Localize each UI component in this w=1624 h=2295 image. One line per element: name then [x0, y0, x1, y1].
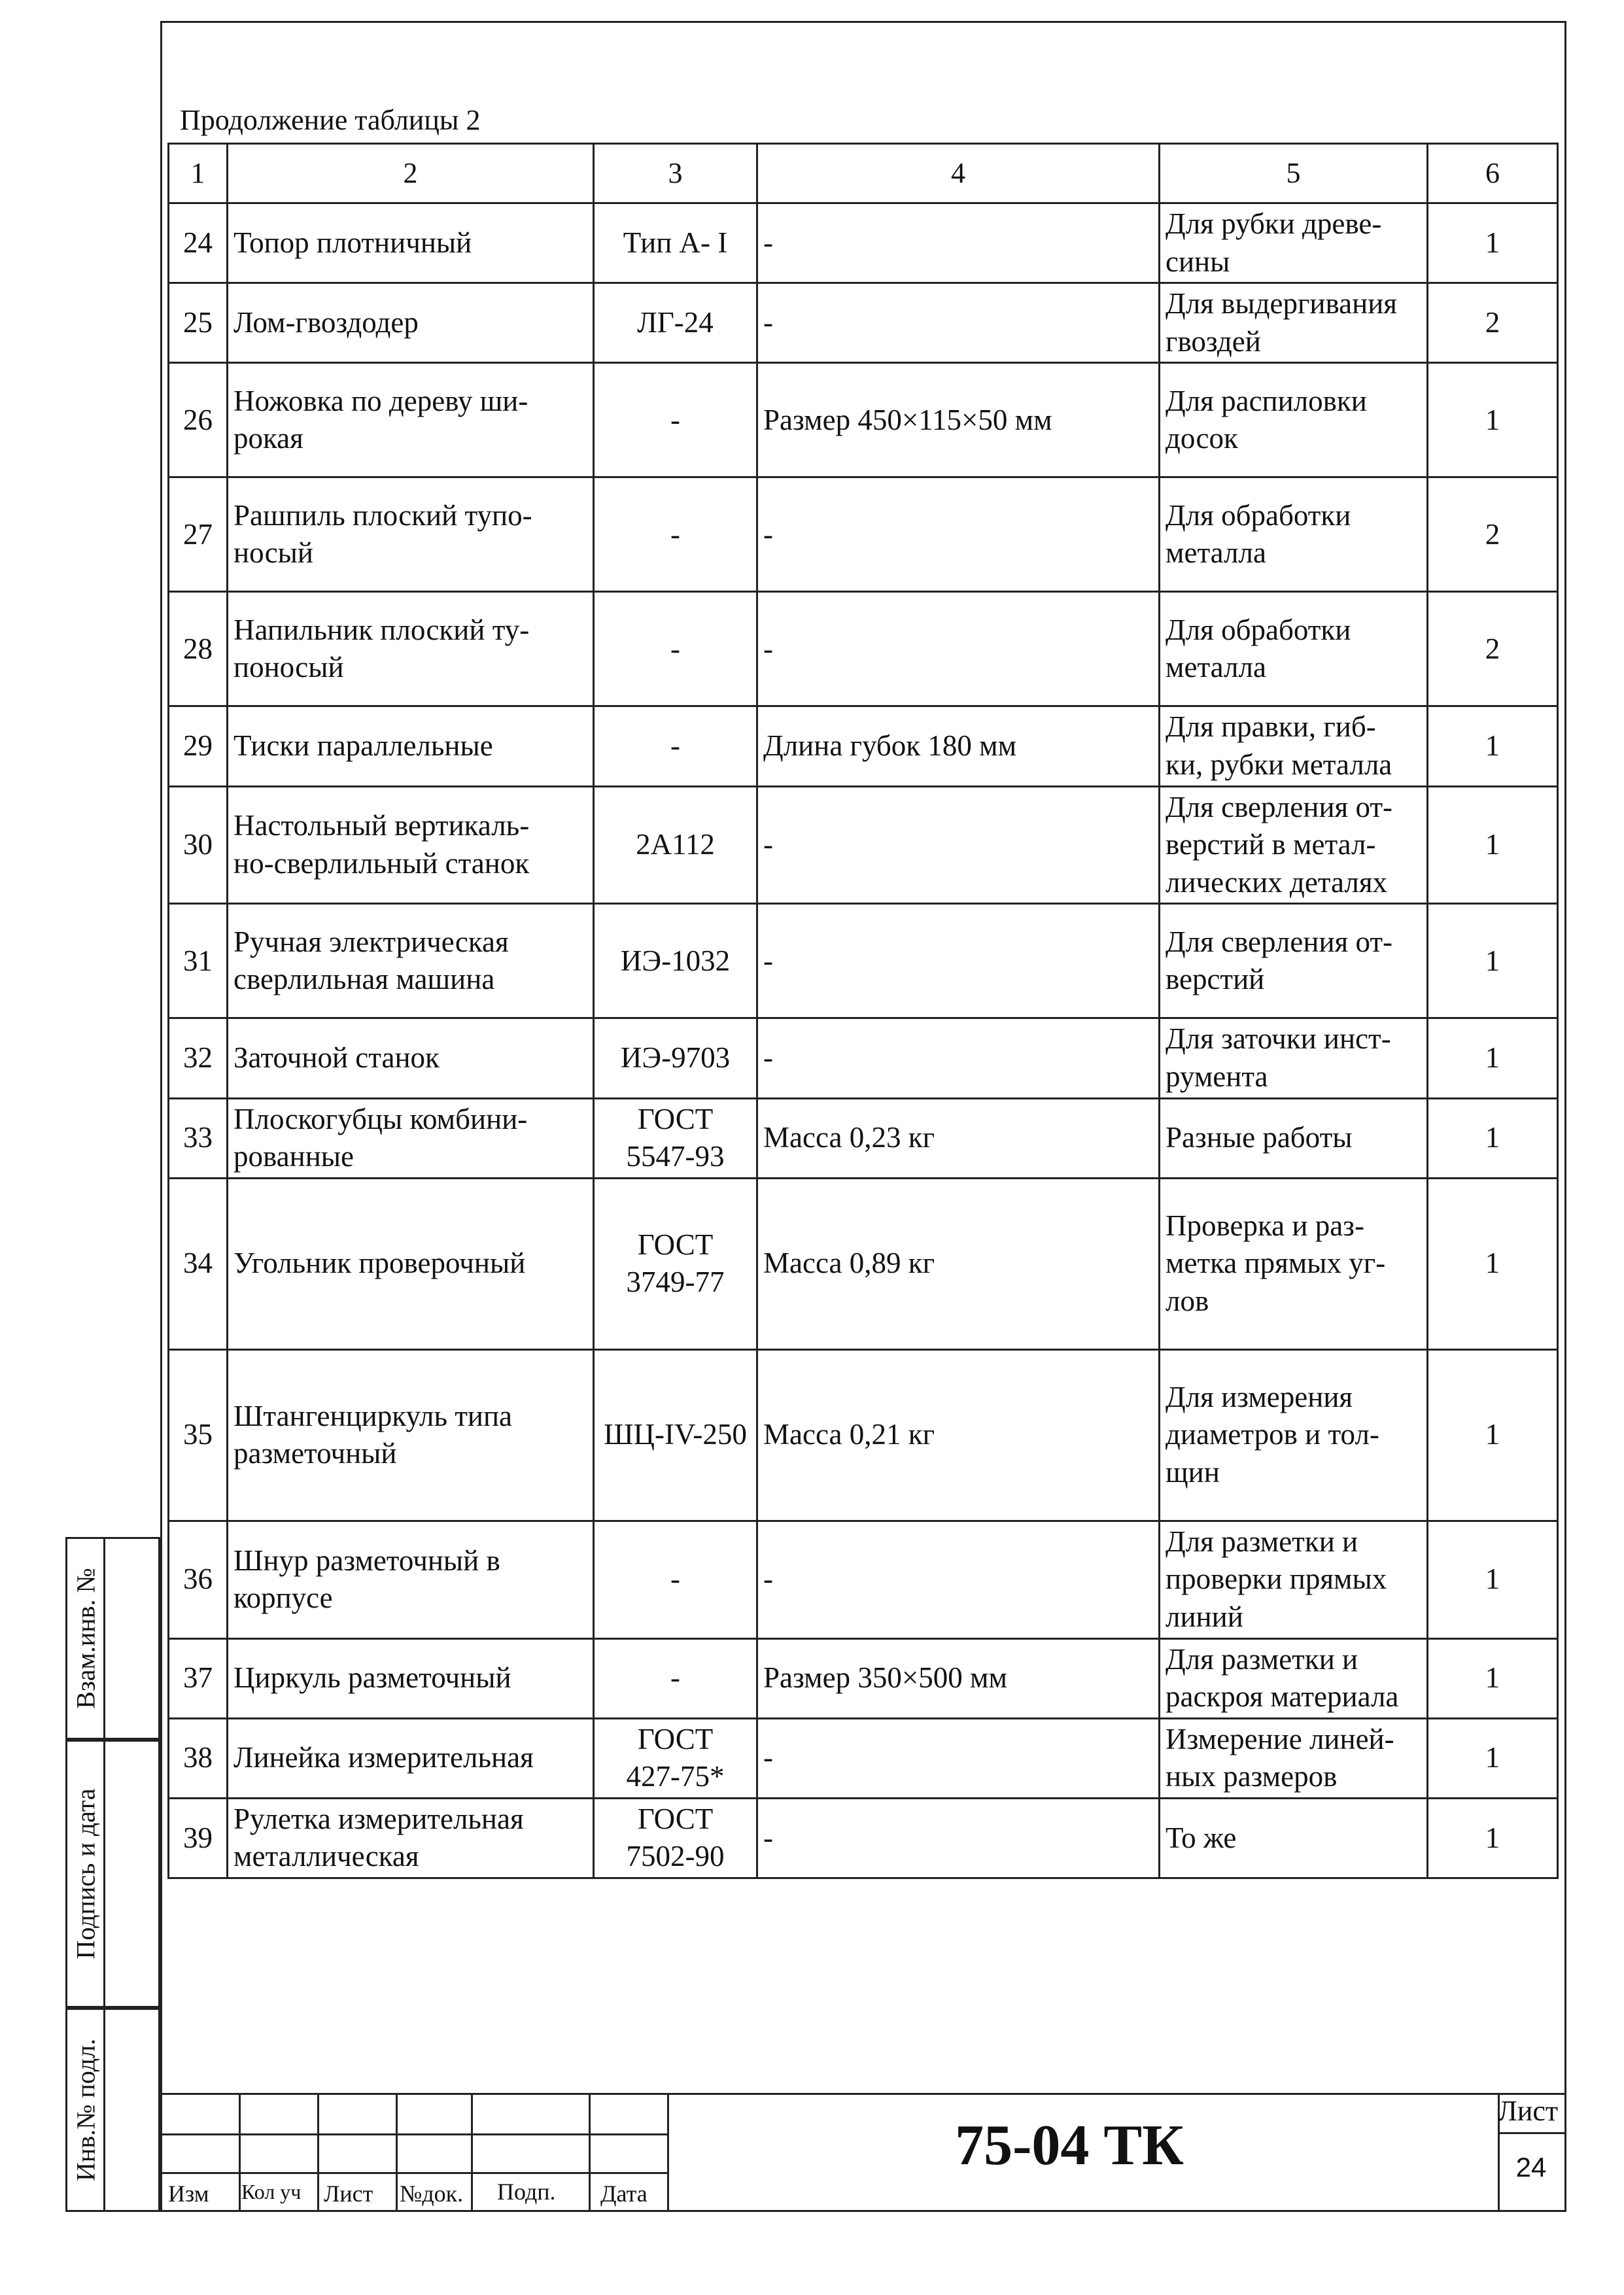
table-row [169, 1098, 1558, 1178]
item-name: Рулетка измерительная металлическая [228, 1798, 594, 1878]
item-purpose: Для обработки металла [1160, 477, 1428, 592]
item-mark: ГОСТ 3749-77 [594, 1178, 757, 1349]
item-purpose: Разные работы [1160, 1098, 1428, 1178]
row-number: 38 [169, 1718, 228, 1798]
item-qty: 1 [1428, 1521, 1558, 1638]
row-number: 33 [169, 1098, 228, 1178]
row-number: 26 [169, 363, 228, 477]
item-qty: 2 [1428, 283, 1558, 363]
item-qty: 1 [1428, 363, 1558, 477]
table-row [169, 706, 1558, 786]
item-mark: ИЭ-1032 [594, 904, 757, 1018]
item-mark: - [594, 592, 757, 706]
table-row [169, 1349, 1558, 1521]
item-qty: 1 [1428, 786, 1558, 904]
item-purpose: Проверка и раз- метка прямых уг- лов [1160, 1178, 1428, 1349]
item-name: Тиски параллельные [228, 706, 594, 786]
table-row [169, 477, 1558, 592]
item-mark: ГОСТ 7502-90 [594, 1798, 757, 1878]
item-name: Циркуль разметочный [228, 1638, 594, 1718]
column-header: 4 [757, 144, 1160, 203]
stamp-ndok-label: №док. [400, 2181, 464, 2207]
row-number: 39 [169, 1798, 228, 1878]
item-qty: 1 [1428, 706, 1558, 786]
item-name: Лом-гвоздодер [228, 283, 594, 363]
item-spec: - [757, 1018, 1160, 1098]
column-header: 1 [169, 144, 228, 203]
item-purpose: Для распиловки досок [1160, 363, 1428, 477]
item-name: Плоскогубцы комбини- рованные [228, 1098, 594, 1178]
table-row [169, 1718, 1558, 1798]
item-spec: Масса 0,21 кг [757, 1349, 1160, 1521]
sheet-label: Лист [1498, 2095, 1559, 2127]
item-spec: - [757, 203, 1160, 283]
row-number: 36 [169, 1521, 228, 1638]
row-number: 29 [169, 706, 228, 786]
item-qty: 1 [1428, 1018, 1558, 1098]
item-name: Настольный вертикаль- но-сверлильный станок [228, 786, 594, 904]
item-spec: Длина губок 180 мм [757, 706, 1160, 786]
item-name: Топор плотничный [228, 203, 594, 283]
row-number: 27 [169, 477, 228, 592]
table-row [169, 283, 1558, 363]
item-purpose: Для рубки древе- сины [1160, 203, 1428, 283]
item-spec: Размер 450×115×50 мм [757, 363, 1160, 477]
item-name: Рашпиль плоский тупо- носый [228, 477, 594, 592]
item-spec: - [757, 477, 1160, 592]
item-qty: 1 [1428, 1098, 1558, 1178]
item-spec: - [757, 904, 1160, 1018]
item-mark: - [594, 477, 757, 592]
item-name: Заточной станок [228, 1018, 594, 1098]
item-purpose: То же [1160, 1798, 1428, 1878]
item-mark: ГОСТ 5547-93 [594, 1098, 757, 1178]
row-number: 37 [169, 1638, 228, 1718]
table-row [169, 904, 1558, 1018]
table-row [169, 1798, 1558, 1878]
table-row [169, 1521, 1558, 1638]
item-spec: - [757, 283, 1160, 363]
row-number: 25 [169, 283, 228, 363]
row-number: 35 [169, 1349, 228, 1521]
item-mark: - [594, 1521, 757, 1638]
stamp-kolvo-label: Кол уч [241, 2180, 302, 2203]
item-purpose: Для заточки инст- румента [1160, 1018, 1428, 1098]
table-row [169, 1638, 1558, 1718]
stamp-podp-label: Подп. [497, 2179, 556, 2205]
table-row [169, 1178, 1558, 1349]
item-purpose: Для сверления от- верстий в метал- лических деталях [1160, 786, 1428, 904]
item-qty: 1 [1428, 1349, 1558, 1521]
item-purpose: Для правки, гиб- ки, рубки металла [1160, 706, 1428, 786]
item-spec: - [757, 592, 1160, 706]
table-row [169, 1018, 1558, 1098]
item-spec: - [757, 1718, 1160, 1798]
item-purpose: Для разметки и раскроя материала [1160, 1638, 1428, 1718]
item-purpose: Для измерения диаметров и тол- щин [1160, 1349, 1428, 1521]
item-purpose: Для сверления от- верстий [1160, 904, 1428, 1018]
item-spec: Масса 0,23 кг [757, 1098, 1160, 1178]
item-mark: ЛГ-24 [594, 283, 757, 363]
row-number: 28 [169, 592, 228, 706]
item-qty: 1 [1428, 1638, 1558, 1718]
table-row [169, 786, 1558, 904]
item-qty: 2 [1428, 592, 1558, 706]
table-row [169, 363, 1558, 477]
item-name: Линейка измерительная [228, 1718, 594, 1798]
row-number: 34 [169, 1178, 228, 1349]
side-label-podpis: Подпись и дата [71, 1788, 100, 1959]
item-spec: - [757, 1798, 1160, 1878]
item-mark: ГОСТ 427-75* [594, 1718, 757, 1798]
table-row [169, 203, 1558, 283]
side-stamp-inv [65, 2008, 160, 2212]
item-qty: 1 [1428, 1798, 1558, 1878]
item-mark: - [594, 706, 757, 786]
item-name: Штангенциркуль типа разметочный [228, 1349, 594, 1521]
table-row [169, 592, 1558, 706]
sheet-number: 24 [1515, 2152, 1547, 2183]
row-number: 32 [169, 1018, 228, 1098]
item-qty: 1 [1428, 1718, 1558, 1798]
row-number: 30 [169, 786, 228, 904]
column-header: 6 [1428, 144, 1558, 203]
item-mark: ШЦ-IV-250 [594, 1349, 757, 1521]
item-spec: - [757, 786, 1160, 904]
item-mark: ИЭ-9703 [594, 1018, 757, 1098]
item-name: Угольник проверочный [228, 1178, 594, 1349]
item-purpose: Для обработки металла [1160, 592, 1428, 706]
table-header-row [169, 144, 1558, 203]
item-mark: - [594, 363, 757, 477]
document-designation: 75-04 ТК [955, 2114, 1184, 2177]
column-header: 5 [1160, 144, 1428, 203]
item-qty: 1 [1428, 904, 1558, 1018]
table-caption: Продолжение таблицы 2 [180, 104, 481, 136]
stamp-izm-label: Изм [168, 2181, 209, 2207]
row-number: 31 [169, 904, 228, 1018]
item-name: Ножовка по дереву ши- рокая [228, 363, 594, 477]
item-name: Шнур разметочный в корпусе [228, 1521, 594, 1638]
item-spec: Масса 0,89 кг [757, 1178, 1160, 1349]
side-label-vzam: Взам.инв. № [71, 1568, 100, 1709]
item-name: Ручная электрическая сверлильная машина [228, 904, 594, 1018]
item-purpose: Для выдергивания гвоздей [1160, 283, 1428, 363]
stamp-data-label: Дата [600, 2181, 648, 2207]
item-spec: - [757, 1521, 1160, 1638]
side-stamp-podpis [65, 1740, 160, 2008]
item-qty: 1 [1428, 203, 1558, 283]
item-purpose: Для разметки и проверки прямых линий [1160, 1521, 1428, 1638]
stamp-list-label: Лист [324, 2181, 373, 2207]
item-mark: Тип А- I [594, 203, 757, 283]
side-stamp-vzam [65, 1537, 160, 1740]
side-label-inv: Инв.№ подл. [71, 2039, 100, 2181]
item-mark: 2А112 [594, 786, 757, 904]
item-qty: 2 [1428, 477, 1558, 592]
equipment-table [167, 143, 1559, 1879]
item-spec: Размер 350×500 мм [757, 1638, 1160, 1718]
item-mark: - [594, 1638, 757, 1718]
item-qty: 1 [1428, 1178, 1558, 1349]
column-header: 2 [228, 144, 594, 203]
item-purpose: Измерение линей- ных размеров [1160, 1718, 1428, 1798]
row-number: 24 [169, 203, 228, 283]
column-header: 3 [594, 144, 757, 203]
item-name: Напильник плоский ту- поносый [228, 592, 594, 706]
